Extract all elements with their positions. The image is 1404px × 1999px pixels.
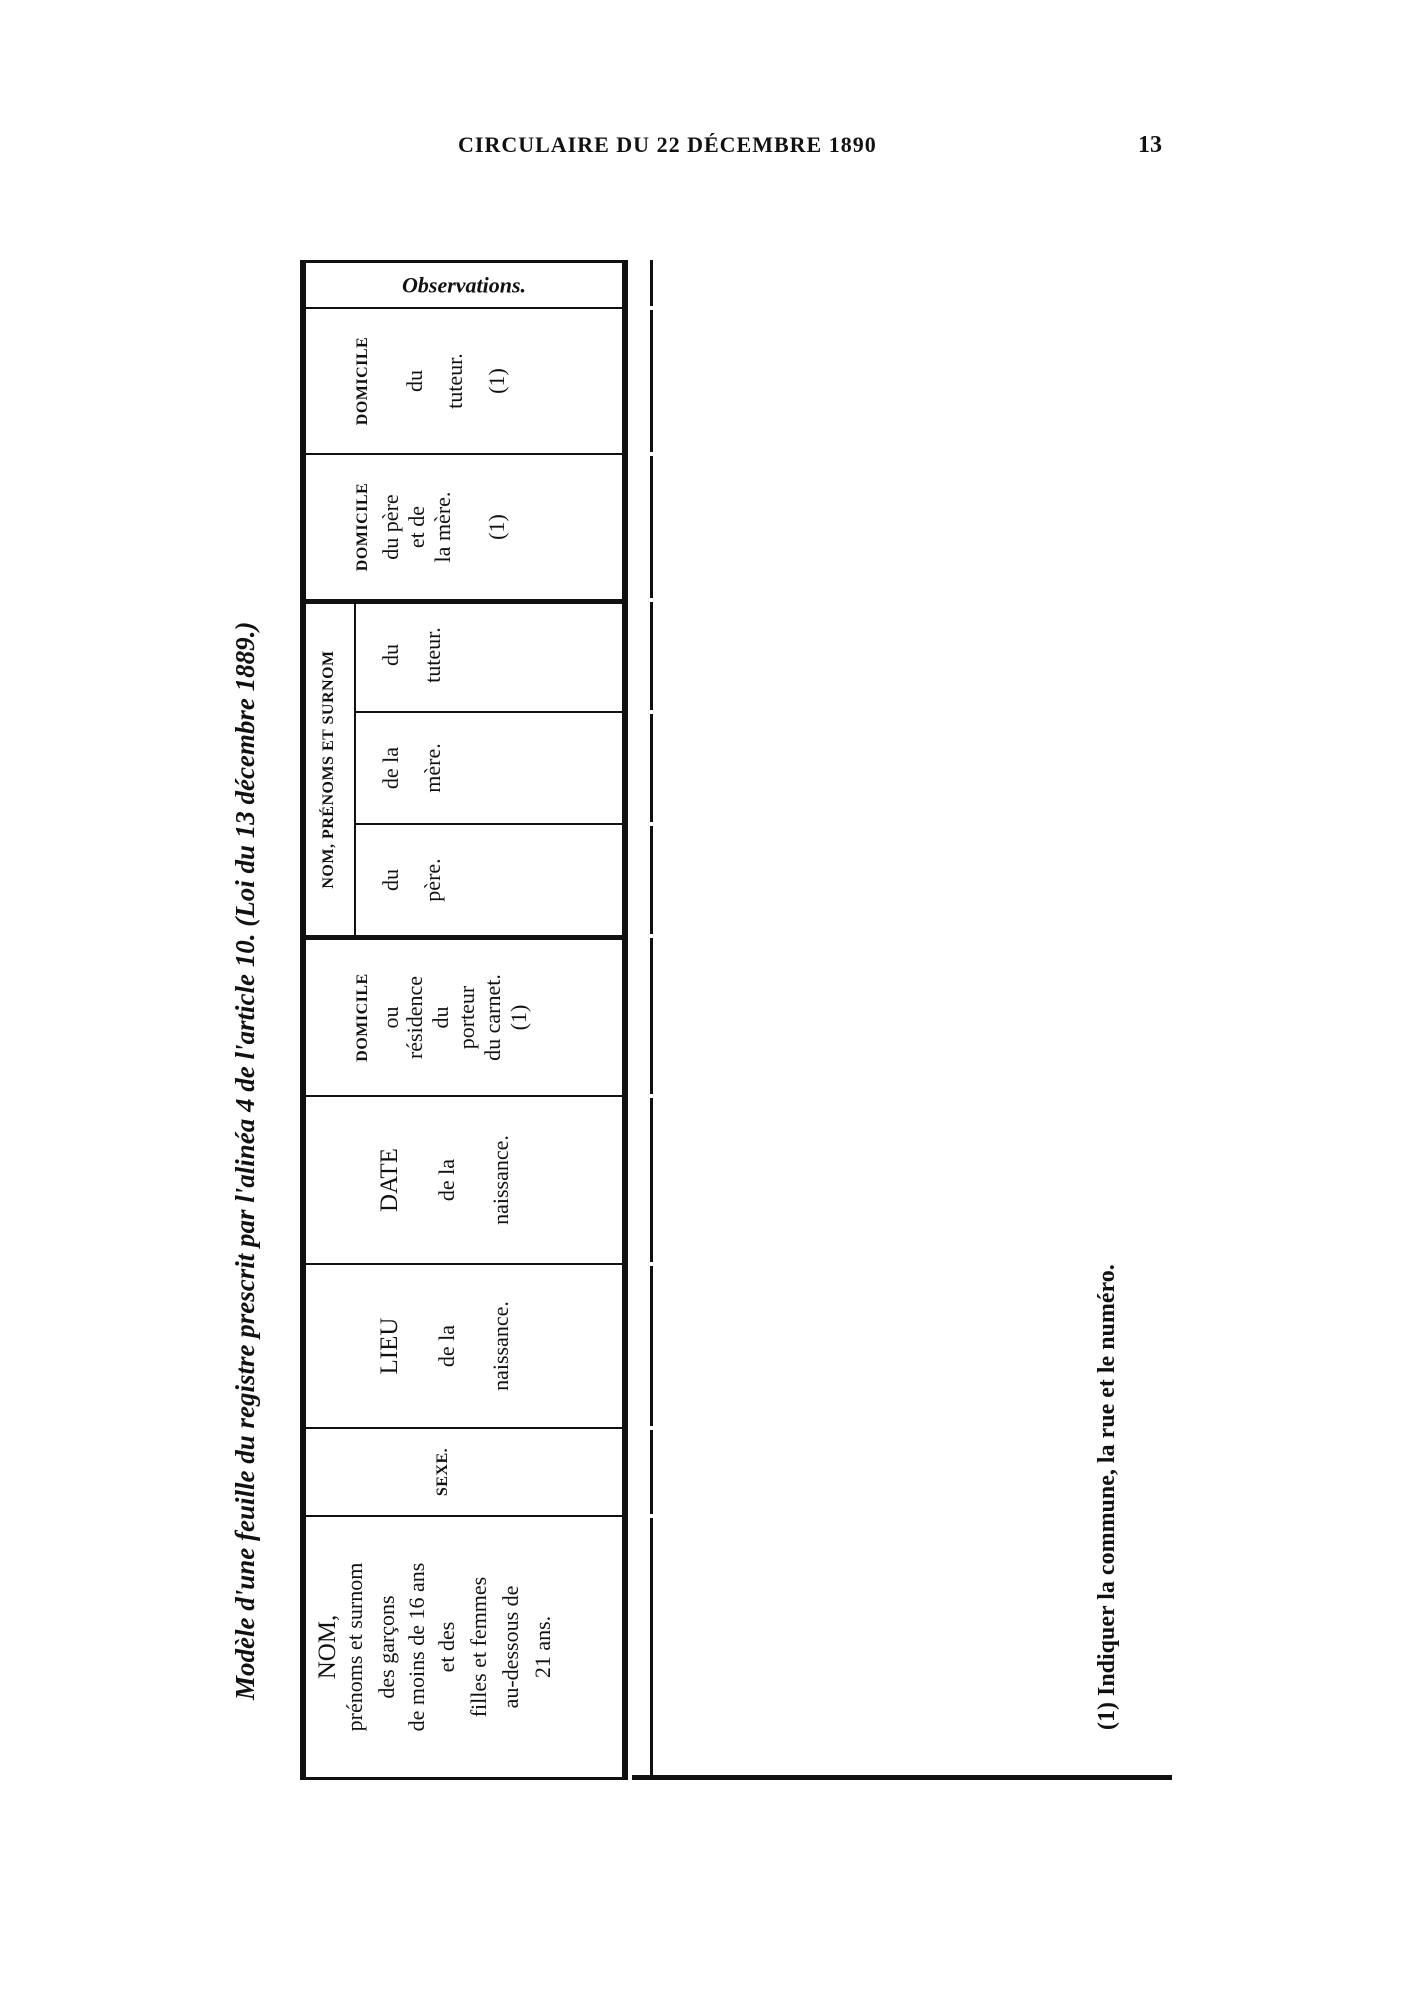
col-lieu-line-1: LIEU: [376, 1317, 403, 1375]
col-domicile-parents-line-1: DOMICILE: [354, 482, 371, 572]
subcol-pere: [354, 823, 622, 935]
col-lieu-line-2: de la: [434, 1324, 459, 1368]
col-date-line-3: naissance.: [488, 1135, 513, 1225]
col-domicile-porteur: [306, 935, 622, 1095]
subcol-mere-line-1: de la: [378, 746, 403, 790]
col-date: [306, 1095, 622, 1263]
register-header: [300, 260, 628, 1780]
subcol-pere-line-2: père.: [420, 858, 445, 902]
col-parents-group-label: NOM, PRÉNOMS ET SURNOM: [320, 650, 337, 889]
col-domicile-parents-line-5: (1): [484, 514, 509, 540]
col-nom-line-2: prénoms et surnom: [342, 1562, 367, 1732]
row-rule-mere: [650, 714, 653, 822]
col-nom-line-4: de moins de 16 ans: [404, 1562, 429, 1732]
row-rule-tuteur: [650, 602, 653, 710]
running-head: CIRCULAIRE DU 22 DÉCEMBRE 1890: [458, 132, 877, 157]
col-nom-line-3: des garçons: [374, 1595, 399, 1699]
col-nom-line-6: filles et femmes: [466, 1576, 491, 1718]
col-observations: [306, 263, 622, 307]
row-rule-domicile-tuteur: [650, 310, 653, 452]
subcol-tuteur: [354, 599, 622, 711]
table-caption: Modèle d'une feuille du registre prescrit par l'alinéa 4 de l'article 10. (Loi du 13 décembre 1889.): [230, 621, 260, 1700]
col-domicile-parents: [306, 453, 622, 599]
col-domicile-porteur-line-5: porteur: [454, 985, 479, 1050]
register-body: [632, 260, 1172, 1780]
row-rule-sexe: [650, 1430, 653, 1514]
col-observations-label: Observations.: [401, 272, 527, 298]
col-domicile-porteur-line-6: du carnet.: [480, 974, 505, 1061]
col-sexe: [306, 1427, 622, 1515]
row-rule-lieu: [650, 1266, 653, 1426]
row-rule-pere: [650, 826, 653, 934]
subcol-mere: [354, 711, 622, 823]
footnote: (1) Indiquer la commune, la rue et le numéro.: [1094, 1264, 1120, 1730]
row-rule-observations: [650, 260, 653, 306]
col-domicile-parents-line-2: du père: [378, 494, 403, 560]
col-domicile-parents-line-3: et de: [404, 505, 429, 549]
col-domicile-porteur-line-7: (1): [506, 1004, 531, 1031]
col-domicile-porteur-line-4: du: [428, 1006, 453, 1029]
col-domicile-porteur-line-2: ou: [378, 1006, 403, 1029]
col-nom-line-7: au-dessous de: [498, 1585, 523, 1709]
col-domicile-tuteur-line-1: DOMICILE: [354, 336, 371, 426]
subcol-mere-line-2: mère.: [420, 743, 445, 793]
col-domicile-tuteur-line-4: (1): [484, 368, 509, 394]
col-lieu-line-3: naissance.: [488, 1301, 513, 1391]
col-lieu: [306, 1263, 622, 1427]
subcol-tuteur-line-2: tuteur.: [420, 627, 445, 683]
rotated-register-model: [222, 240, 1182, 1780]
row-rule-domicile-porteur: [650, 938, 653, 1094]
col-domicile-tuteur-line-3: tuteur.: [442, 353, 467, 409]
col-nom-line-8: 21 ans.: [530, 1615, 555, 1679]
subcol-pere-line-1: du: [378, 869, 403, 891]
row-rule-domicile-parents: [650, 456, 653, 598]
col-date-line-2: de la: [434, 1158, 459, 1202]
col-nom: [306, 1515, 622, 1777]
col-domicile-tuteur-line-2: du: [402, 370, 427, 392]
row-rule-nom: [650, 1518, 653, 1780]
col-domicile-tuteur: [306, 307, 622, 453]
col-nom-line-1: NOM,: [314, 1614, 341, 1680]
col-date-line-1: DATE: [376, 1148, 403, 1212]
col-domicile-porteur-line-3: résidence: [402, 975, 427, 1060]
col-domicile-porteur-line-1: DOMICILE: [354, 973, 371, 1062]
body-left-rule: [632, 1775, 1172, 1780]
row-rule-date: [650, 1098, 653, 1262]
col-nom-line-5: et des: [434, 1621, 459, 1673]
col-domicile-parents-line-4: la mère.: [430, 491, 455, 563]
col-parents-group: [306, 599, 622, 935]
subcol-tuteur-line-1: du: [378, 644, 403, 666]
page-number: 13: [1138, 132, 1162, 158]
col-sexe-label: SEXE.: [434, 1447, 451, 1497]
